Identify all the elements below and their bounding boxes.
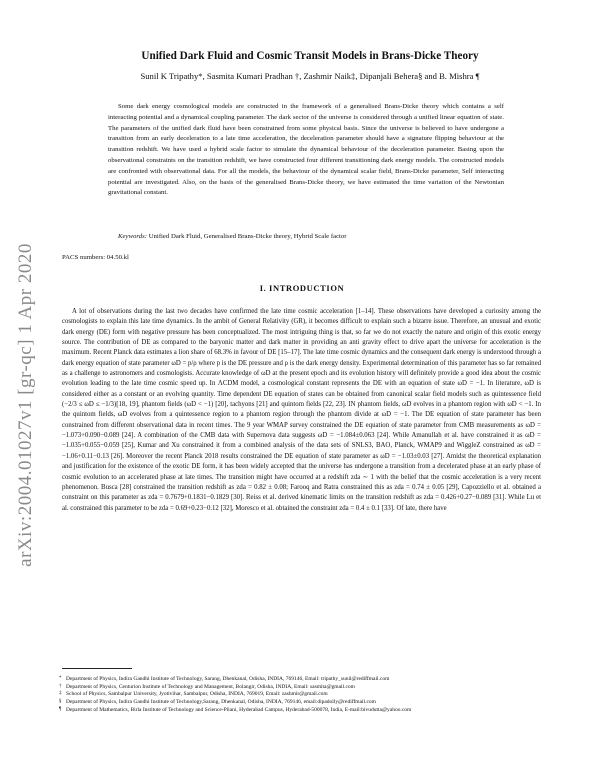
abstract: Some dark energy cosmological models are constructed in the framework of a generalised Brans-Dicke theory which contains a self interacting potential and a dynamical coupling parameter. The dark sector of the universe is considered through a unified linear equation of state. The parameters of the unified dark fluid have been constrained from some physical basis. Since the universe is believed to have undergone a transition from an early deceleration to a late time acceleration, the deceleration parameter should have a signature flipping behaviour at the transition redshift. We have used a hybrid scale factor to simulate the dynamical behaviour of the deceleration parameter. Basing upon the observational constraints on the transition redshift, we have constructed four different transitioning dark energy models. The constructed models are confronted with observational data. For all the models, the behaviour of the dynamical scalar field, Brans-Dicke parameter, Self interacting potential are investigated. Also, on the basis of the generalised Brans-Dicke theory, we have estimated the time variation of the Newtonian gravitational constant.	[108, 103, 504, 197]
paper-title: Unified Dark Fluid and Cosmic Transit Models in Brans-Dicke Theory	[141, 50, 479, 62]
arxiv-identifier: arXiv:2004.01027v1 [gr-qc] 1 Apr 2020	[15, 243, 36, 567]
introduction-text: A lot of observations during the last two decades have confirmed the late time cosmic acceleration [1–14]. These observations have developed a curiosity among the cosmologists to explain this late time dynamics. In the ambit of General Relativity (GR), it becomes difficult to explain such a bizarre issue. Therefore, an unusual and exotic dark energy (DE) form with negative pressure has been conceptualized. The most intriguing thing is that, so far we do not exactly the nature and origin of this exotic energy source. The contribution of DE as compared to the baryonic matter and dark matter in providing an anti gravity effect to drive apart the universe for acceleration is the maximum. Recent Planck data estimates a lion share of 68.3% in favour of DE [15–17]. The late time cosmic dynamics and the consequent dark energy is understood through a dark energy equation of state parameter ωD = p/ρ where p is the DE pressure and ρ is the dark energy density. Experimental determination of this parameter has so far remained as a challenge to astronomers and cosmologists. Accurate knowledge of ωD at the present epoch and its evolution history will definitely provide a good idea about the cosmic evolution leading to the late time cosmic speed up. In ΛCDM model, a cosmological constant represents the DE with an equation of state ωD = −1. In literature, ωD is considered either as a constant or an evolving quantity. Time dependent DE equation of states can be obtained from canonical scalar field models such as quintessence field (−2/3 ≤ ωD ≤ −1/3)[18, 19], phantom fields (ωD < −1) [20], tachyons [21] and quintom fields [22, 23]. IN phantom fields, ωD evolves in a phantom region with ωD < −1. In the quintom fields, ωD evolves from a quintessence region to a phantom region through the phantom divide at ωD = −1. The DE equation of state parameter has been constrained from different observational data in recent times. The 9 year WMAP survey constrained the DE equation of state parameter from CMB measurements as ωD = −1.073+0.090−0.089 [24]. A combination of the CMB data with Supernova data suggests ωD = −1.084±0.063 [24]. While Amanullah et al. have constrained it as ωD = −1.035+0.055−0.059 [25], Kumar and Xu constrained it from a combined analysis of the data sets of SNLS3, BAO, Planck, WMAP9 and WiggleZ constrained as ωD = −1.06+0.11−0.13 [26]. Moreover the recent Planck 2018 results constrained the DE equation of state parameter as ωD = −1.03±0.03 [27]. Amidst the theoretical explanation and justification for the existence of the exotic DE form, it has been widely accepted that the universe has undergone a transition from a decelerated phase at an early phase of cosmic evolution to an accelerated phase at late times. The transition might have occurred at a redshift zda ∼ 1 with the belief that the cosmic acceleration is a very recent phenomenon. Busca [28] constrained the transition redshift as zda = 0.82 ± 0.08; Farooq and Ratra constrained this as zda = 0.74 ± 0.05 [29], Capozziello et al. obtained a constraint on this parameter as zda = 0.7679+0.1831−0.1829 [30]. Reiss et al. derived kinematic limits on the transition redshift as zda = 0.426+0.27−0.089 [31]. While Lu et al. constrained this parameter to be zda = 0.69+0.23−0.12 [32], Moresco et al. obtained the constraint zda = 0.4 ± 0.1 [33]. Of late, there have	[62, 308, 541, 512]
footnote	[59, 691, 541, 699]
footnote-mark: §	[59, 699, 62, 705]
author-list: Sunil K Tripathy*, Sasmita Kumari Pradhan †, Zashmir Naik‡, Dipanjali Behera§ and B. Mishra ¶	[140, 71, 480, 81]
footnote-text: Department of Physics, Centurion Institute of Technology and Management, Bolangir, Odisha, INDIA, Email: sasmita@gmail.com	[66, 683, 355, 690]
footnote	[59, 699, 541, 707]
keywords	[108, 232, 504, 242]
section-heading-introduction: I. INTRODUCTION	[259, 283, 345, 293]
keywords-label: Keywords:	[118, 233, 147, 240]
footnote-text: Department of Mathematics, Birla Institute of Technology and Science-Pilani, Hyderabad Campus, Hyderabad-500078, India, E-mail:bivudutta@yahoo.com	[66, 706, 412, 713]
footnote-mark: *	[59, 676, 62, 681]
footnote-mark: †	[59, 683, 62, 689]
footnote	[59, 676, 541, 684]
pacs-numbers: PACS numbers: 04.50.kl	[62, 254, 129, 261]
footnote-mark: ¶	[59, 706, 62, 712]
keywords-text: Unified Dark Fluid, Generalised Brans-Dicke theory, Hybrid Scale factor	[148, 233, 347, 240]
footnotes	[59, 676, 541, 715]
footnote-text: School of Physics, Sambalpur University, Jyotivihar, Sambalpur, Odisha, INDIA, 769019, Email: zashmir@gmail.com	[66, 691, 328, 698]
arxiv-identifier-sidebar	[6, 215, 46, 595]
footnote	[59, 706, 541, 715]
footnote-text: Department of Physics, Indira Gandhi Institute of Technology,Sarang, Dhenkanal, Odisha, INDIA, 769146, email:dipadolly@rediffmail.com	[66, 699, 376, 706]
footnote-mark: ‡	[59, 691, 62, 697]
footnote-divider	[62, 668, 132, 669]
footnote-text: Department of Physics, Indira Gandhi Institute of Technology, Sarang, Dhenkanal, Odisha, INDIA, 769146, Email: tripathy_sunil@rediffmail.com	[66, 676, 390, 682]
